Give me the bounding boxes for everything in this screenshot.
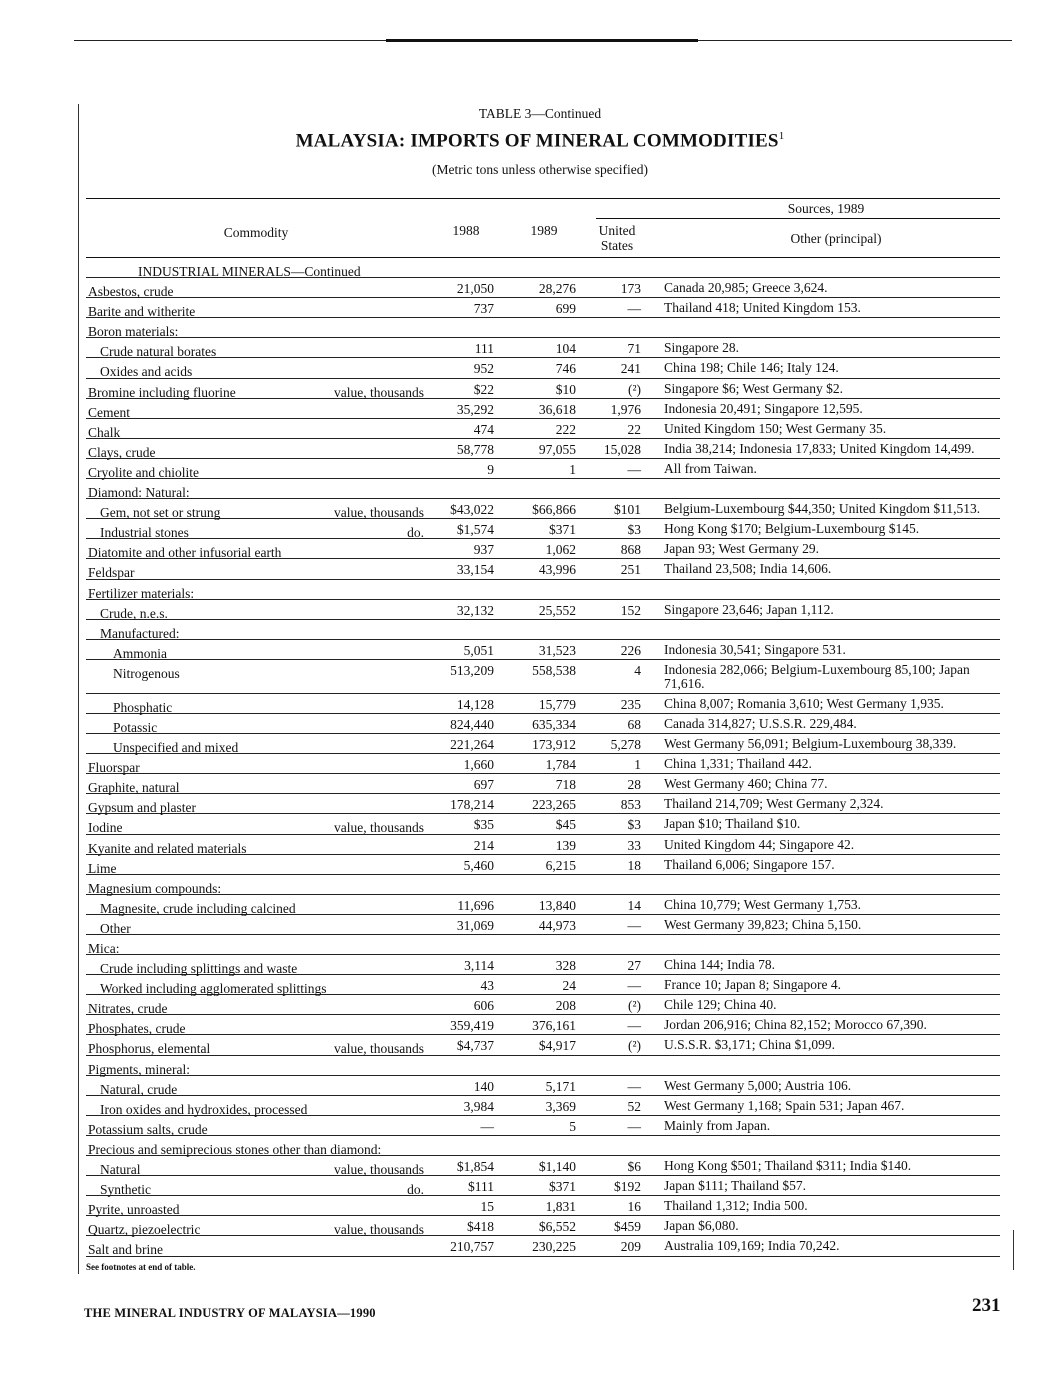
unit-cell: value, thousands [334,1162,424,1178]
other-sources-cell: Jordan 206,916; China 82,152; Morocco 67,390. [664,1017,927,1033]
other-sources-cell: China 10,779; West Germany 1,753. [664,896,862,912]
united-states-cell: 71 [627,341,641,357]
other-sources-cell: Japan $10; Thailand $10. [664,816,801,832]
commodity-cell: Clays, crude [88,444,156,460]
commodity-cell: Phosphatic [113,699,173,715]
value-1988-cell: 359,419 [450,1018,494,1034]
commodity-cell: Iron oxides and hydroxides, processed [100,1101,308,1117]
value-1988-cell: 31,069 [456,917,494,933]
commodity-cell: Magnesite, crude including calcined [100,900,296,916]
table-row [86,1136,1000,1156]
commodity-cell: Natural, crude [100,1081,178,1097]
running-title: THE MINERAL INDUSTRY OF MALAYSIA—1990 [84,1306,376,1320]
united-states-cell: 22 [627,421,641,437]
united-states-cell: 1,976 [610,401,641,417]
value-1988-cell: $22 [473,381,494,397]
other-sources-cell: West Germany 56,091; Belgium-Luxembourg 38,339. [664,736,957,752]
commodity-cell: Cryolite and chiolite [88,464,199,480]
other-sources-cell: Singapore 23,646; Japan 1,112. [664,601,834,617]
value-1988-cell: 737 [473,301,494,317]
commodity-cell: Other [100,920,131,936]
table-subtitle: (Metric tons unless otherwise specified) [432,162,648,177]
value-1988-cell: 58,778 [456,441,494,457]
value-1989-cell: 44,973 [538,917,576,933]
value-1988-cell: 140 [473,1078,494,1094]
value-1988-cell: $1,854 [456,1159,494,1175]
section-heading-row [86,258,1000,278]
table-row [86,774,1000,794]
commodity-cell: Phosphorus, elemental [88,1041,211,1057]
commodity-cell: Potassic [113,719,158,735]
commodity-cell: Crude natural borates [100,344,217,360]
table-row [86,539,1000,559]
value-1989-cell: 1,831 [545,1199,576,1215]
header-sources: Sources, 1989 [787,201,865,216]
table-row [86,835,1000,855]
table-row [86,459,1000,479]
value-1988-cell: 3,984 [463,1098,494,1114]
table-row [86,519,1000,539]
table-row [86,1056,1000,1076]
other-sources-cell: China 198; Chile 146; Italy 124. [664,360,839,376]
page-title [0,130,1055,152]
commodity-cell: Phosphates, crude [88,1021,186,1037]
imports-table [86,198,1000,1257]
table-row [86,559,1000,579]
header-other-principal: Other (principal) [790,231,882,246]
value-1988-cell: $1,574 [456,522,494,538]
table-row [86,419,1000,439]
value-1989-cell: 699 [555,301,576,317]
united-states-cell: — [627,1078,641,1094]
value-1989-cell: 635,334 [532,716,576,732]
other-sources-cell: Belgium-Luxembourg $44,350; United Kingdom $11,513. [664,501,981,517]
other-sources-cell: West Germany 460; China 77. [664,776,828,792]
value-1988-cell: 11,696 [457,897,494,913]
section-heading: INDUSTRIAL MINERALS—Continued [138,264,361,279]
value-1989-cell: 31,523 [538,642,576,658]
table-row [86,1096,1000,1116]
commodity-cell: Cement [88,404,130,420]
other-sources-cell: All from Taiwan. [664,460,757,476]
table-row [86,479,1000,499]
value-1989-cell: 25,552 [538,602,576,618]
united-states-cell: 1 [634,757,641,773]
value-1989-cell: 222 [555,421,576,437]
table-row [86,318,1000,338]
united-states-cell: 33 [627,837,641,853]
united-states-cell: — [627,1018,641,1034]
unit-cell: value, thousands [334,820,424,836]
united-states-cell: 28 [627,777,641,793]
other-sources-cell: Singapore 28. [664,340,739,356]
table-row [86,875,1000,895]
commodity-cell: Salt and brine [88,1242,163,1258]
sources-rule [596,218,1000,219]
value-1988-cell: 43 [480,978,494,994]
other-sources-cell: Indonesia 30,541; Singapore 531. [664,641,846,657]
value-1988-cell: 952 [473,361,494,377]
value-1988-cell: 937 [473,542,494,558]
value-1989-cell: 15,779 [538,696,576,712]
value-1988-cell: $35 [473,817,494,833]
table-row [86,1076,1000,1096]
value-1989-cell: 746 [555,361,576,377]
commodity-cell: Feldspar [88,565,135,581]
value-1989-cell: 6,215 [545,857,576,873]
commodity-cell: Ammonia [113,645,167,661]
united-states-cell: $6 [627,1159,641,1175]
value-1989-cell: 376,161 [532,1018,576,1034]
value-1989-cell: $6,552 [538,1219,576,1235]
value-1989-cell: 36,618 [538,401,576,417]
united-states-cell: 251 [620,562,641,578]
other-sources-cell: U.S.S.R. $3,171; China $1,099. [664,1037,836,1053]
other-sources-cell: Japan 93; West Germany 29. [664,541,820,557]
value-1989-cell: 5 [569,1118,576,1134]
commodity-cell: Asbestos, crude [88,284,174,300]
table-row [86,600,1000,620]
value-1988-cell: $43,022 [450,502,494,518]
united-states-cell: 68 [627,716,641,732]
value-1989-cell: $371 [549,1179,576,1195]
table-label: TABLE 3—Continued [478,106,602,121]
other-sources-cell: Mainly from Japan. [664,1117,771,1133]
commodity-cell: Synthetic [100,1182,151,1198]
united-states-cell: 18 [627,857,641,873]
table-header [86,198,1000,258]
other-sources-cell: Japan $6,080. [664,1218,739,1234]
value-1988-cell: 178,214 [450,797,494,813]
table-row [86,855,1000,875]
other-sources-cell: Australia 109,169; India 70,242. [664,1238,840,1254]
other-sources-cell: United Kingdom 150; West Germany 35. [664,420,887,436]
table-body [86,278,1000,1256]
commodity-cell: Crude including splittings and waste [100,961,298,977]
commodity-cell: Crude, n.e.s. [100,605,168,621]
value-1988-cell: 221,264 [450,737,494,753]
table-row [86,620,1000,640]
value-1989-cell: 173,912 [532,737,576,753]
table-row [86,794,1000,814]
value-1989-cell: 5,171 [545,1078,576,1094]
value-1989-cell: 328 [555,958,576,974]
value-1989-cell: $45 [555,817,576,833]
page-number: 231 [972,1295,1001,1316]
united-states-cell: — [627,917,641,933]
table-row [86,694,1000,714]
other-sources-cell: Thailand 23,508; India 14,606. [664,561,832,577]
unit-cell: value, thousands [334,505,424,521]
value-1988-cell: 3,114 [464,958,494,974]
header-1988: 1988 [452,223,480,238]
value-1988-cell: 1,660 [463,757,494,773]
value-1989-cell: $4,917 [538,1038,576,1054]
commodity-cell: Nitrogenous [113,665,180,681]
value-1988-cell: 824,440 [450,716,494,732]
table-row [86,379,1000,399]
table-row [86,895,1000,915]
value-1989-cell: 558,538 [532,662,576,678]
other-sources-cell: Singapore $6; West Germany $2. [664,380,844,396]
other-sources-cell: Canada 314,827; U.S.S.R. 229,484. [664,715,857,731]
unit-cell: do. [407,525,424,541]
table-row [86,338,1000,358]
value-1989-cell: 1,784 [545,757,576,773]
value-1989-cell: 1,062 [545,542,576,558]
commodity-cell: Industrial stones [100,525,189,541]
value-1989-cell: 208 [555,998,576,1014]
commodity-cell: Iodine [88,820,123,836]
value-1989-cell: 24 [562,978,576,994]
united-states-cell: 15,028 [603,441,641,457]
value-1988-cell: 111 [474,341,494,357]
header-1989: 1989 [530,223,558,238]
commodity-cell: Mica: [88,941,120,956]
value-1988-cell: 513,209 [450,662,494,678]
table-row [86,298,1000,318]
commodity-cell: Diatomite and other infusorial earth [88,545,282,561]
table-row [86,1176,1000,1196]
united-states-cell: 226 [620,642,641,658]
value-1988-cell: $111 [468,1179,494,1195]
header-commodity: Commodity [223,225,289,240]
unit-cell: do. [407,1182,424,1198]
table-row [86,278,1000,298]
commodity-cell: Unspecified and mixed [113,740,239,756]
united-states-cell: 868 [620,542,641,558]
united-states-cell: — [627,1118,641,1134]
united-states-cell: 27 [627,958,641,974]
united-states-cell: $101 [614,502,641,518]
table-row [86,1236,1000,1256]
value-1989-cell: $10 [555,381,576,397]
value-1988-cell: 474 [473,421,494,437]
value-1989-cell: 223,265 [532,797,576,813]
other-sources-cell: West Germany 39,823; China 5,150. [664,916,862,932]
other-sources-cell: Indonesia 20,491; Singapore 12,595. [664,400,863,416]
value-1989-cell: 43,996 [538,562,576,578]
table-row [86,499,1000,519]
united-states-cell: 241 [620,361,641,377]
united-states-cell: (²) [627,381,641,397]
other-sources-cell: China 144; India 78. [664,957,775,973]
other-sources-cell: China 8,007; Romania 3,610; West Germany 1,935. [664,695,944,711]
table-row [86,1196,1000,1216]
united-states-cell: 853 [620,797,641,813]
other-sources-cell: India 38,214; Indonesia 17,833; United Kingdom 14,499. [664,440,975,456]
table-row [86,358,1000,378]
value-1988-cell: 5,460 [463,857,494,873]
left-margin-line [78,104,79,1274]
table-row [86,734,1000,754]
commodity-cell: Diamond: Natural: [88,485,190,501]
other-sources-cell: Japan $111; Thailand $57. [664,1178,806,1194]
table-row [86,1035,1000,1055]
value-1988-cell: 5,051 [463,642,494,658]
other-sources-cell: Indonesia 282,066; Belgium-Luxembourg 85,100; Japan 71,616. [664,661,970,691]
commodity-cell: Gypsum and plaster [88,800,196,816]
commodity-cell: Pigments, mineral: [88,1061,190,1077]
value-1989-cell: 139 [555,837,576,853]
value-1989-cell: 718 [555,777,576,793]
united-states-cell: — [627,301,641,317]
right-margin-line [1013,1230,1014,1270]
united-states-cell: 173 [620,281,641,297]
value-1989-cell: $66,866 [532,502,576,518]
value-1989-cell: 3,369 [545,1098,576,1114]
table-row [86,714,1000,734]
commodity-cell: Kyanite and related materials [88,840,247,856]
value-1988-cell: 35,292 [456,401,494,417]
united-states-cell: $3 [627,522,641,538]
united-states-cell: (²) [627,1038,641,1054]
united-states-cell: — [627,978,641,994]
united-states-cell: (²) [627,998,641,1014]
value-1988-cell: 214 [473,837,494,853]
value-1989-cell: $1,140 [538,1159,576,1175]
commodity-cell: Chalk [88,424,121,440]
commodity-cell: Precious and semiprecious stones other than diamond: [88,1141,382,1157]
table-row [86,995,1000,1015]
other-sources-cell: West Germany 5,000; Austria 106. [664,1077,852,1093]
other-sources-cell: Thailand 214,709; West Germany 2,324. [664,796,884,812]
other-sources-cell: Hong Kong $170; Belgium-Luxembourg $145. [664,521,920,537]
other-sources-cell: Canada 20,985; Greece 3,624. [664,280,828,296]
commodity-cell: Gem, not set or strung [100,505,221,521]
commodity-cell: Fertilizer materials: [88,585,195,601]
table-row [86,580,1000,600]
commodity-cell: Magnesium compounds: [88,880,222,896]
united-states-cell: $3 [627,817,641,833]
value-1988-cell: 14,128 [456,696,494,712]
table-row [86,640,1000,660]
commodity-cell: Natural [100,1162,141,1178]
unit-cell: value, thousands [334,1041,424,1057]
table-row [86,439,1000,459]
commodity-cell: Worked including agglomerated splittings [100,981,327,997]
header-united-states: United States [598,223,636,253]
united-states-cell: 14 [627,897,641,913]
value-1989-cell: 104 [555,341,576,357]
other-sources-cell: Thailand 418; United Kingdom 153. [664,300,861,316]
united-states-cell: — [627,461,641,477]
table-row [86,814,1000,834]
value-1988-cell: 697 [473,777,494,793]
top-rule-accent [386,39,698,42]
table-row [86,660,1000,694]
footnote: See footnotes at end of table. [86,1262,196,1272]
commodity-cell: Nitrates, crude [88,1001,168,1017]
commodity-cell: Manufactured: [100,625,180,641]
title-footnote-marker: 1 [778,130,785,142]
table-row [86,1015,1000,1035]
value-1988-cell: $4,737 [456,1038,494,1054]
united-states-cell: 52 [627,1098,641,1114]
commodity-cell: Lime [88,860,117,876]
value-1988-cell: — [480,1118,494,1134]
commodity-cell: Potassium salts, crude [88,1121,208,1137]
value-1988-cell: 21,050 [456,281,494,297]
table-row [86,754,1000,774]
united-states-cell: 209 [620,1239,641,1255]
unit-cell: value, thousands [334,384,424,400]
value-1989-cell: 1 [569,461,576,477]
value-1989-cell: 28,276 [538,281,576,297]
united-states-cell: 152 [620,602,641,618]
united-states-cell: $459 [614,1219,641,1235]
title-text: MALAYSIA: IMPORTS OF MINERAL COMMODITIES [295,130,779,152]
value-1988-cell: $418 [467,1219,494,1235]
united-states-cell: 16 [627,1199,641,1215]
value-1988-cell: 9 [487,461,494,477]
commodity-cell: Pyrite, unroasted [88,1202,180,1218]
value-1989-cell: 230,225 [532,1239,576,1255]
commodity-cell: Fluorspar [88,760,140,776]
value-1988-cell: 210,757 [450,1239,494,1255]
commodity-cell: Quartz, piezoelectric [88,1222,201,1238]
table-row [86,1156,1000,1176]
united-states-cell: 235 [620,696,641,712]
commodity-cell: Oxides and acids [100,364,193,380]
other-sources-cell: Hong Kong $501; Thailand $311; India $140. [664,1158,912,1174]
commodity-cell: Boron materials: [88,324,179,340]
united-states-cell: $192 [614,1179,641,1195]
commodity-cell: Graphite, natural [88,780,180,796]
other-sources-cell: Thailand 6,006; Singapore 157. [664,856,835,872]
other-sources-cell: United Kingdom 44; Singapore 42. [664,836,855,852]
table-row [86,935,1000,955]
value-1988-cell: 15 [480,1199,494,1215]
other-sources-cell: China 1,331; Thailand 442. [664,756,812,772]
table-row [86,399,1000,419]
table-row [86,1116,1000,1136]
other-sources-cell: France 10; Japan 8; Singapore 4. [664,977,841,993]
value-1989-cell: $371 [549,522,576,538]
value-1988-cell: 606 [473,998,494,1014]
value-1989-cell: 97,055 [538,441,576,457]
commodity-cell: Bromine including fluorine [88,384,236,400]
unit-cell: value, thousands [334,1222,424,1238]
united-states-cell: 5,278 [610,737,641,753]
value-1988-cell: 32,132 [456,602,494,618]
table-row [86,975,1000,995]
table-row [86,915,1000,935]
commodity-cell: Barite and witherite [88,304,196,320]
other-sources-cell: Thailand 1,312; India 500. [664,1198,808,1214]
other-sources-cell: West Germany 1,168; Spain 531; Japan 467. [664,1097,905,1113]
table-row [86,955,1000,975]
value-1988-cell: 33,154 [456,562,494,578]
united-states-cell: 4 [634,662,641,678]
other-sources-cell: Chile 129; China 40. [664,997,777,1013]
table-row [86,1216,1000,1236]
value-1989-cell: 13,840 [538,897,576,913]
